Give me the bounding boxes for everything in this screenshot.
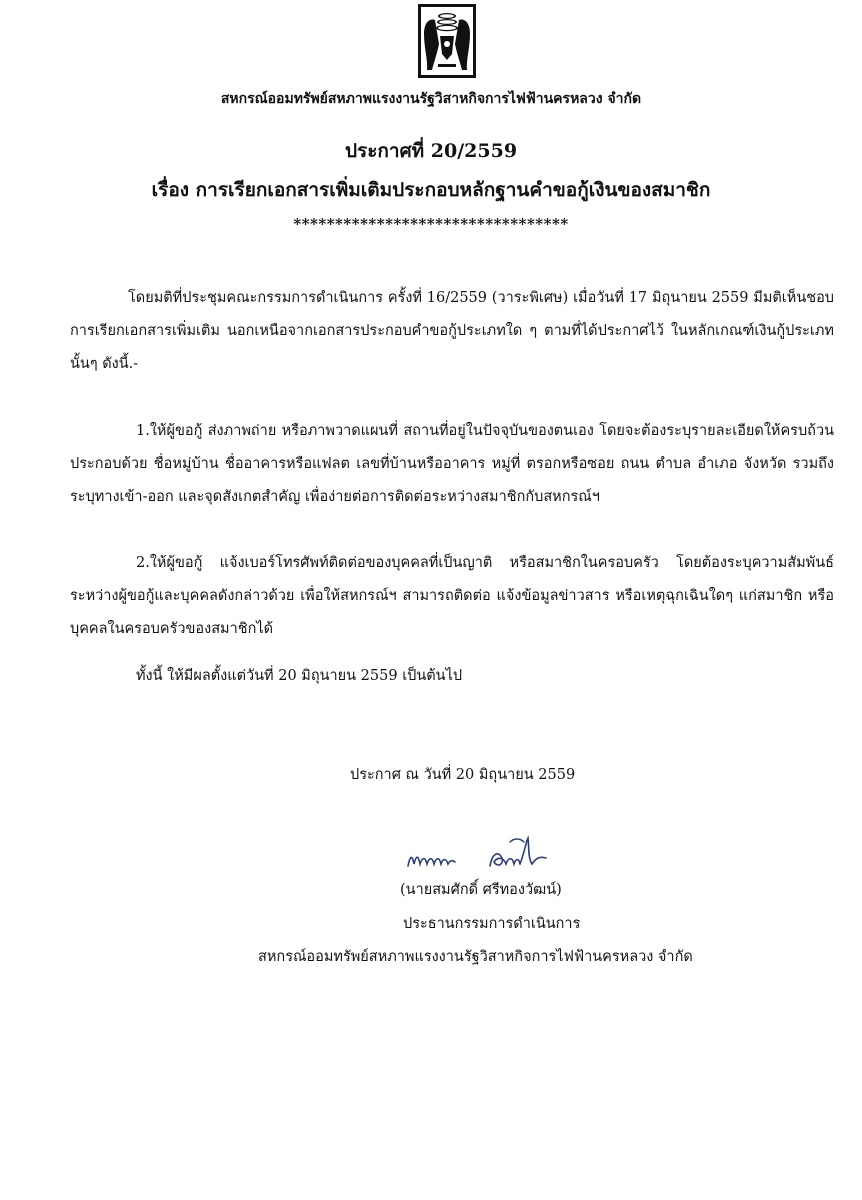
item-2-text: 2.ให้ผู้ขอกู้ แจ้งเบอร์โทรศัพท์ติดต่อของบุคคลที่เป็นญาติ หรือสมาชิกในครอบครัว โดยต้องระบุความสัมพันธ์ระหว่างผู้ขอกู้และบุคคลดังกล่าวด้วย เพื่อให้สหกรณ์ฯ สามารถติดต่อ แจ้งข้อมูลข่าวสาร หรือเหตุฉุกเฉินใดๆ แก่สมาชิก หรือบุคคลในครอบครัวของสมาชิกได้ [70,555,834,637]
announcement-subject: เรื่อง การเรียกเอกสารเพิ่มเติมประกอบหลักฐานคำขอกู้เงินของสมาชิก [151,179,711,201]
item-1-paragraph [70,415,834,514]
effective-text: ทั้งนี้ ให้มีผลตั้งแต่วันที่ 20 มิถุนายน 2559 เป็นต้นไป [136,668,463,684]
signature-image [398,828,568,882]
item-1-text: 1.ให้ผู้ขอกู้ ส่งภาพถ่าย หรือภาพวาดแผนที่ สถานที่อยู่ในปัจจุบันของตนเอง โดยจะต้องระบุรายละเอียดให้ครบถ้วน ประกอบด้วย ชื่อหมู่บ้าน ชื่ออาคารหรือแฟลต เลขที่บ้านหรืออาคาร หมู่ที่ ตรอกหรือซอย ถนน ตำบล อำเภอ จังหวัด รวมถึงระบุทางเข้า-ออก และจุดสังเกตสำคัญ เพื่อง่ายต่อการติดต่อระหว่างสมาชิกกับสหกรณ์ฯ [70,423,834,505]
item-2-paragraph [70,547,834,646]
intro-text: โดยมติที่ประชุมคณะกรรมการดำเนินการ ครั้งที่ 16/2559 (วาระพิเศษ) เมื่อวันที่ 17 มิถุนายน 2559 มีมติเห็นชอบการเรียกเอกสารเพิ่มเติม นอกเหนือจากเอกสารประกอบคำขอกู้ประเภทใด ๆ ตามที่ได้ประกาศไว้ ในหลักเกณฑ์เงินกู้ประเภทนั้นๆ ดังนี้.- [70,290,834,372]
signatory-organization: สหกรณ์ออมทรัพย์สหภาพแรงงานรัฐวิสาหกิจการไฟฟ้านครหลวง จำกัด [258,949,693,965]
effective-date-paragraph [70,660,834,693]
signatory-position: ประธานกรรมการดำเนินการ [403,916,581,932]
intro-paragraph [70,282,834,381]
announcement-number: ประกาศที่ 20/2559 [344,140,518,162]
announcement-date: ประกาศ ณ วันที่ 20 มิถุนายน 2559 [350,767,576,783]
title-separator: ********************************* [293,215,569,233]
cooperative-emblem-logo [418,4,476,78]
organization-header: สหกรณ์ออมทรัพย์สหภาพแรงงานรัฐวิสาหกิจการไฟฟ้านครหลวง จำกัด [220,91,642,107]
signatory-name: (นายสมศักดิ์ ศรีทองวัฒน์) [400,882,562,898]
